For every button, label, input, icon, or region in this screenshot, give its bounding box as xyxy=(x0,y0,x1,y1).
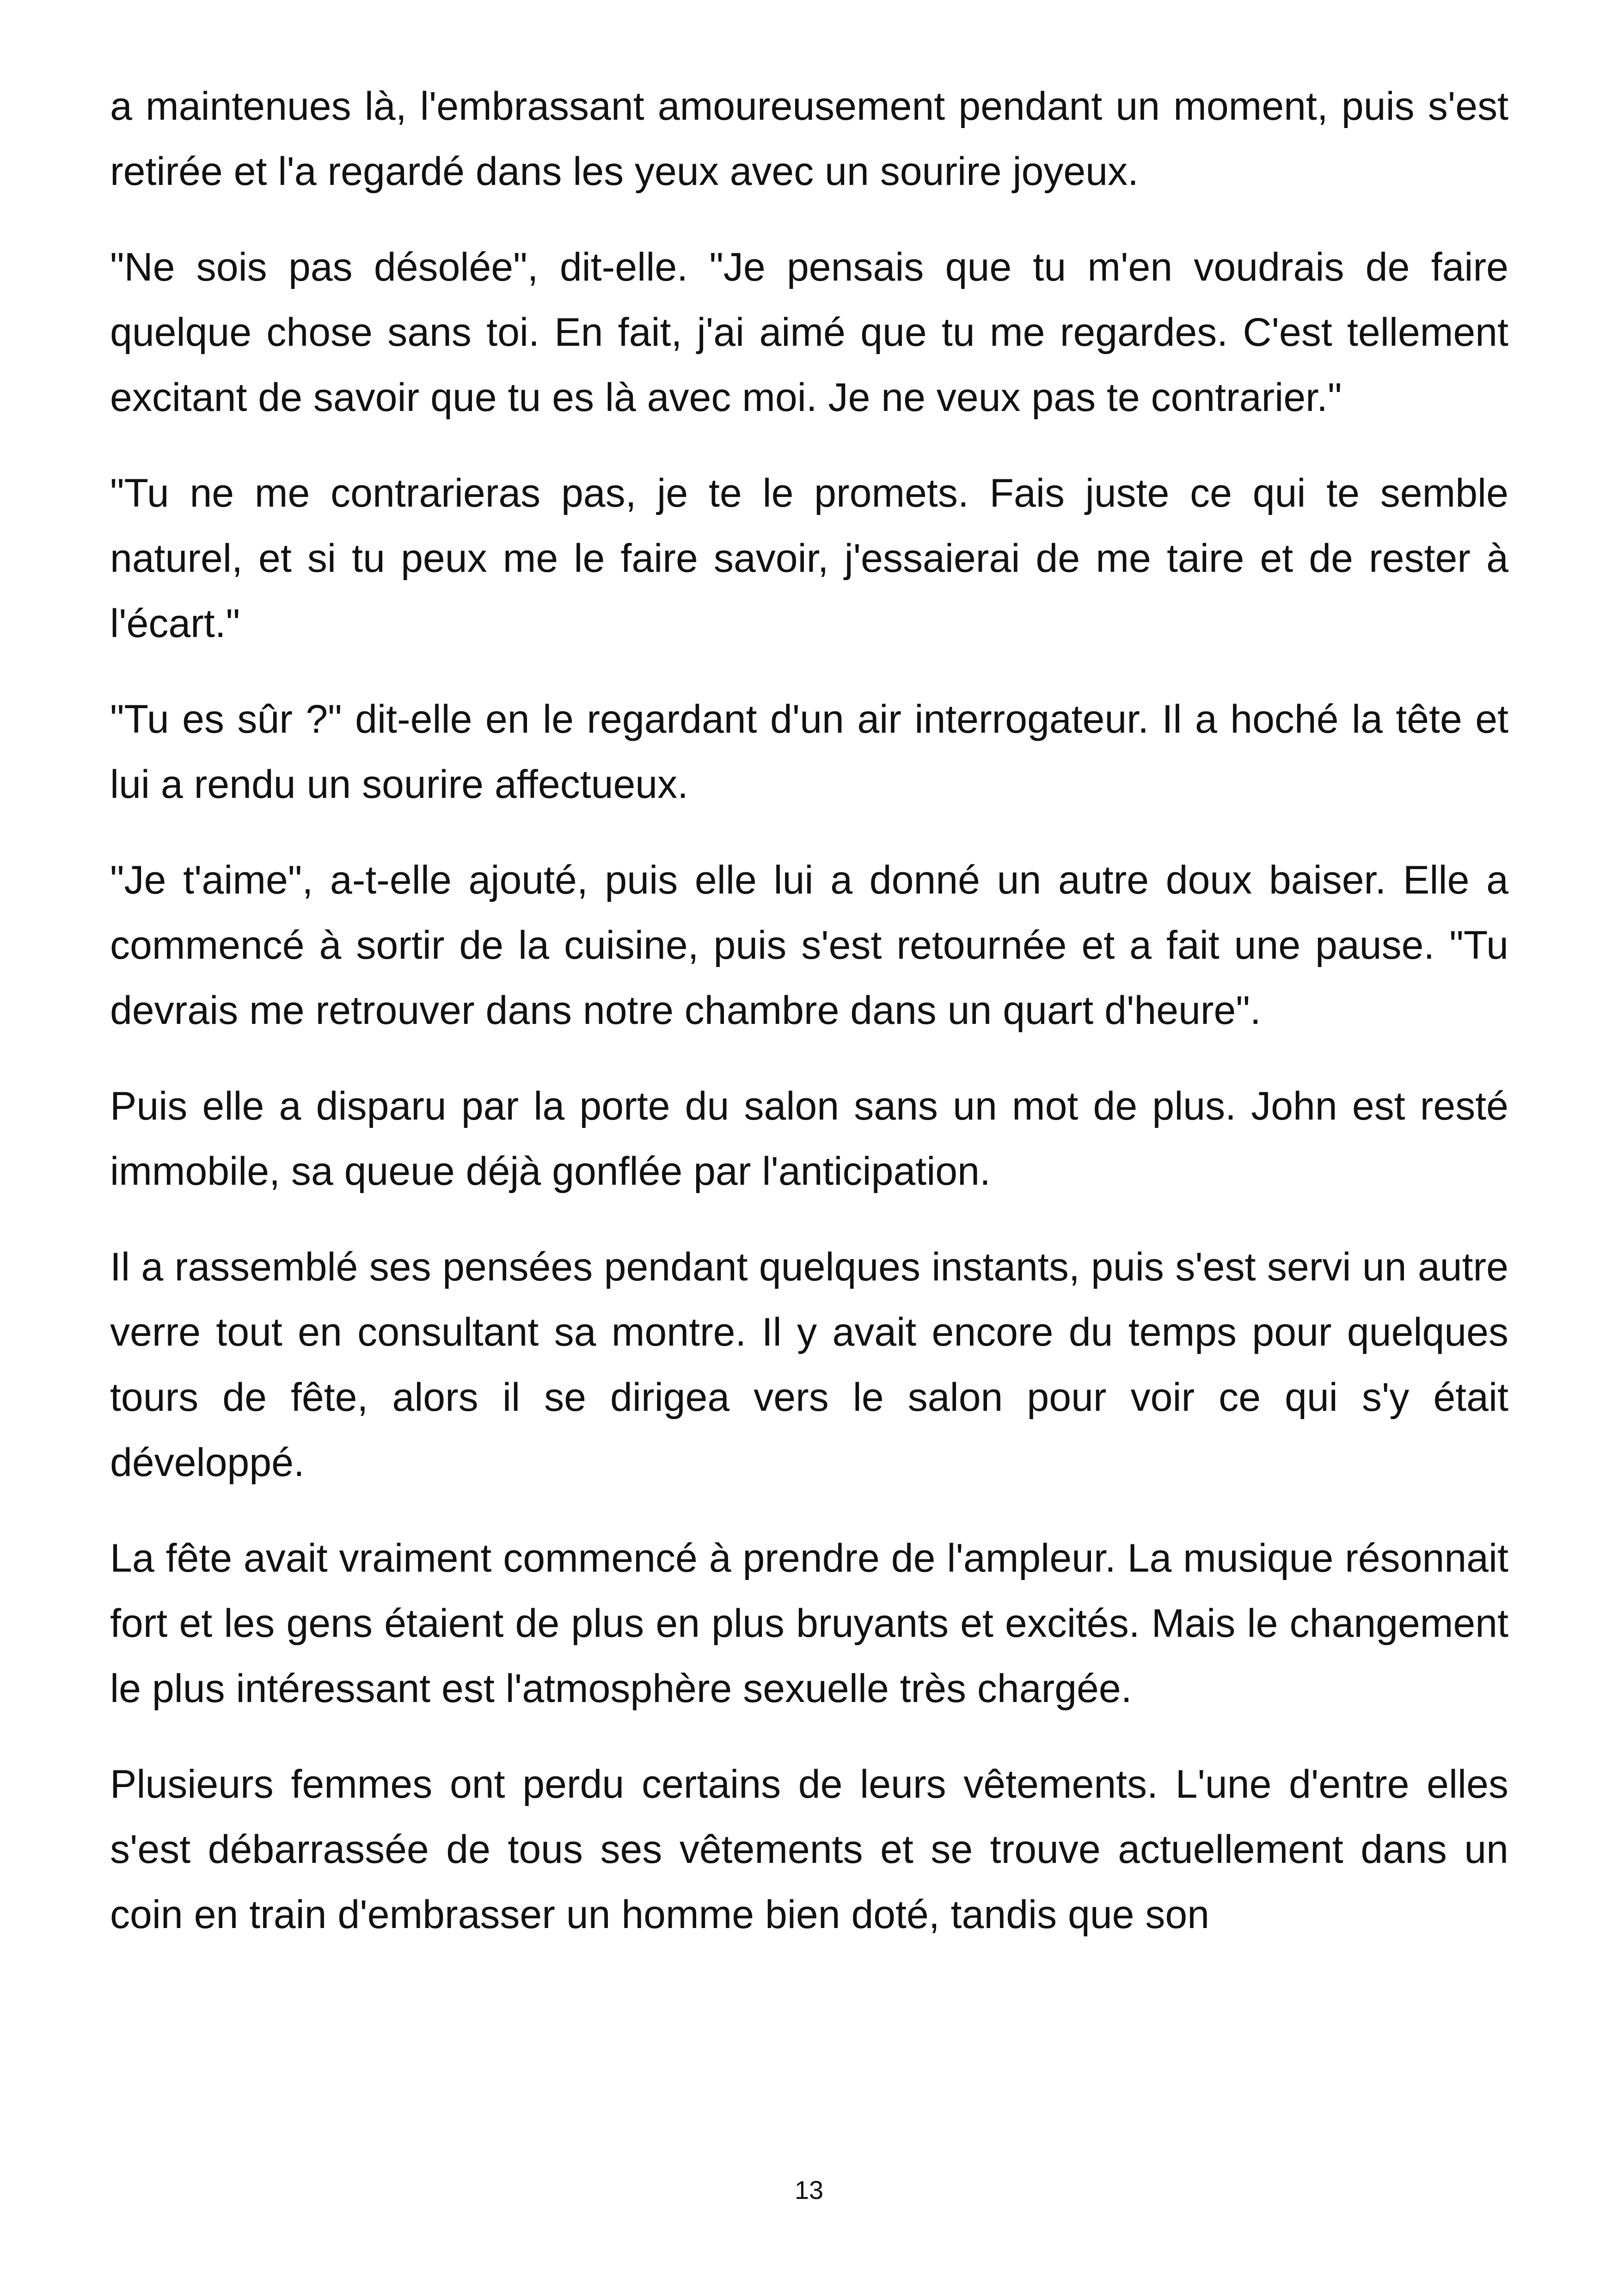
page-number: 13 xyxy=(794,2175,824,2204)
paragraph: Puis elle a disparu par la porte du salon sans un mot de plus. John est resté immobile, sa queue déjà gonflée par l'anticipation. xyxy=(110,1084,1508,1194)
paragraph: Plusieurs femmes ont perdu certains de leurs vêtements. L'une d'entre elles s'est débarrassée de tous ses vêtements et se trouve actuellement dans un coin en train d'embrasser un homme bien doté, tandis que son xyxy=(110,1762,1508,1937)
paragraph: a maintenues là, l'embrassant amoureusement pendant un moment, puis s'est retirée et l'a regardé dans les yeux avec un sourire joyeux. xyxy=(110,84,1508,194)
paragraph: "Je t'aime", a-t-elle ajouté, puis elle lui a donné un autre doux baiser. Elle a commencé à sortir de la cuisine, puis s'est retournée et a fait une pause. "Tu devrais me retrouver dans notre chambre dans un quart d'heure". xyxy=(110,858,1508,1033)
paragraph: "Ne sois pas désolée", dit-elle. "Je pensais que tu m'en voudrais de faire quelque chose sans toi. En fait, j'ai aimé que tu me regardes. C'est tellement excitant de savoir que tu es là avec moi. Je ne veux pas te contrarier." xyxy=(110,245,1508,420)
paragraph: Il a rassemblé ses pensées pendant quelques instants, puis s'est servi un autre verre tout en consultant sa montre. Il y avait encore du temps pour quelques tours de fête, alors il se dirigea vers le salon pour voir ce qui s'y était développé. xyxy=(110,1245,1508,1485)
body-text xyxy=(110,74,1508,1947)
paragraph: "Tu ne me contrarieras pas, je te le promets. Fais juste ce qui te semble naturel, et si tu peux me le faire savoir, j'essaierai de me taire et de rester à l'écart." xyxy=(110,471,1508,646)
paragraph: "Tu es sûr ?" dit-elle en le regardant d'un air interrogateur. Il a hoché la tête et lui a rendu un sourire affectueux. xyxy=(110,697,1508,807)
paragraph: La fête avait vraiment commencé à prendre de l'ampleur. La musique résonnait fort et les gens étaient de plus en plus bruyants et excités. Mais le changement le plus intéressant est l'atmosphère sexuelle très chargée. xyxy=(110,1536,1508,1711)
